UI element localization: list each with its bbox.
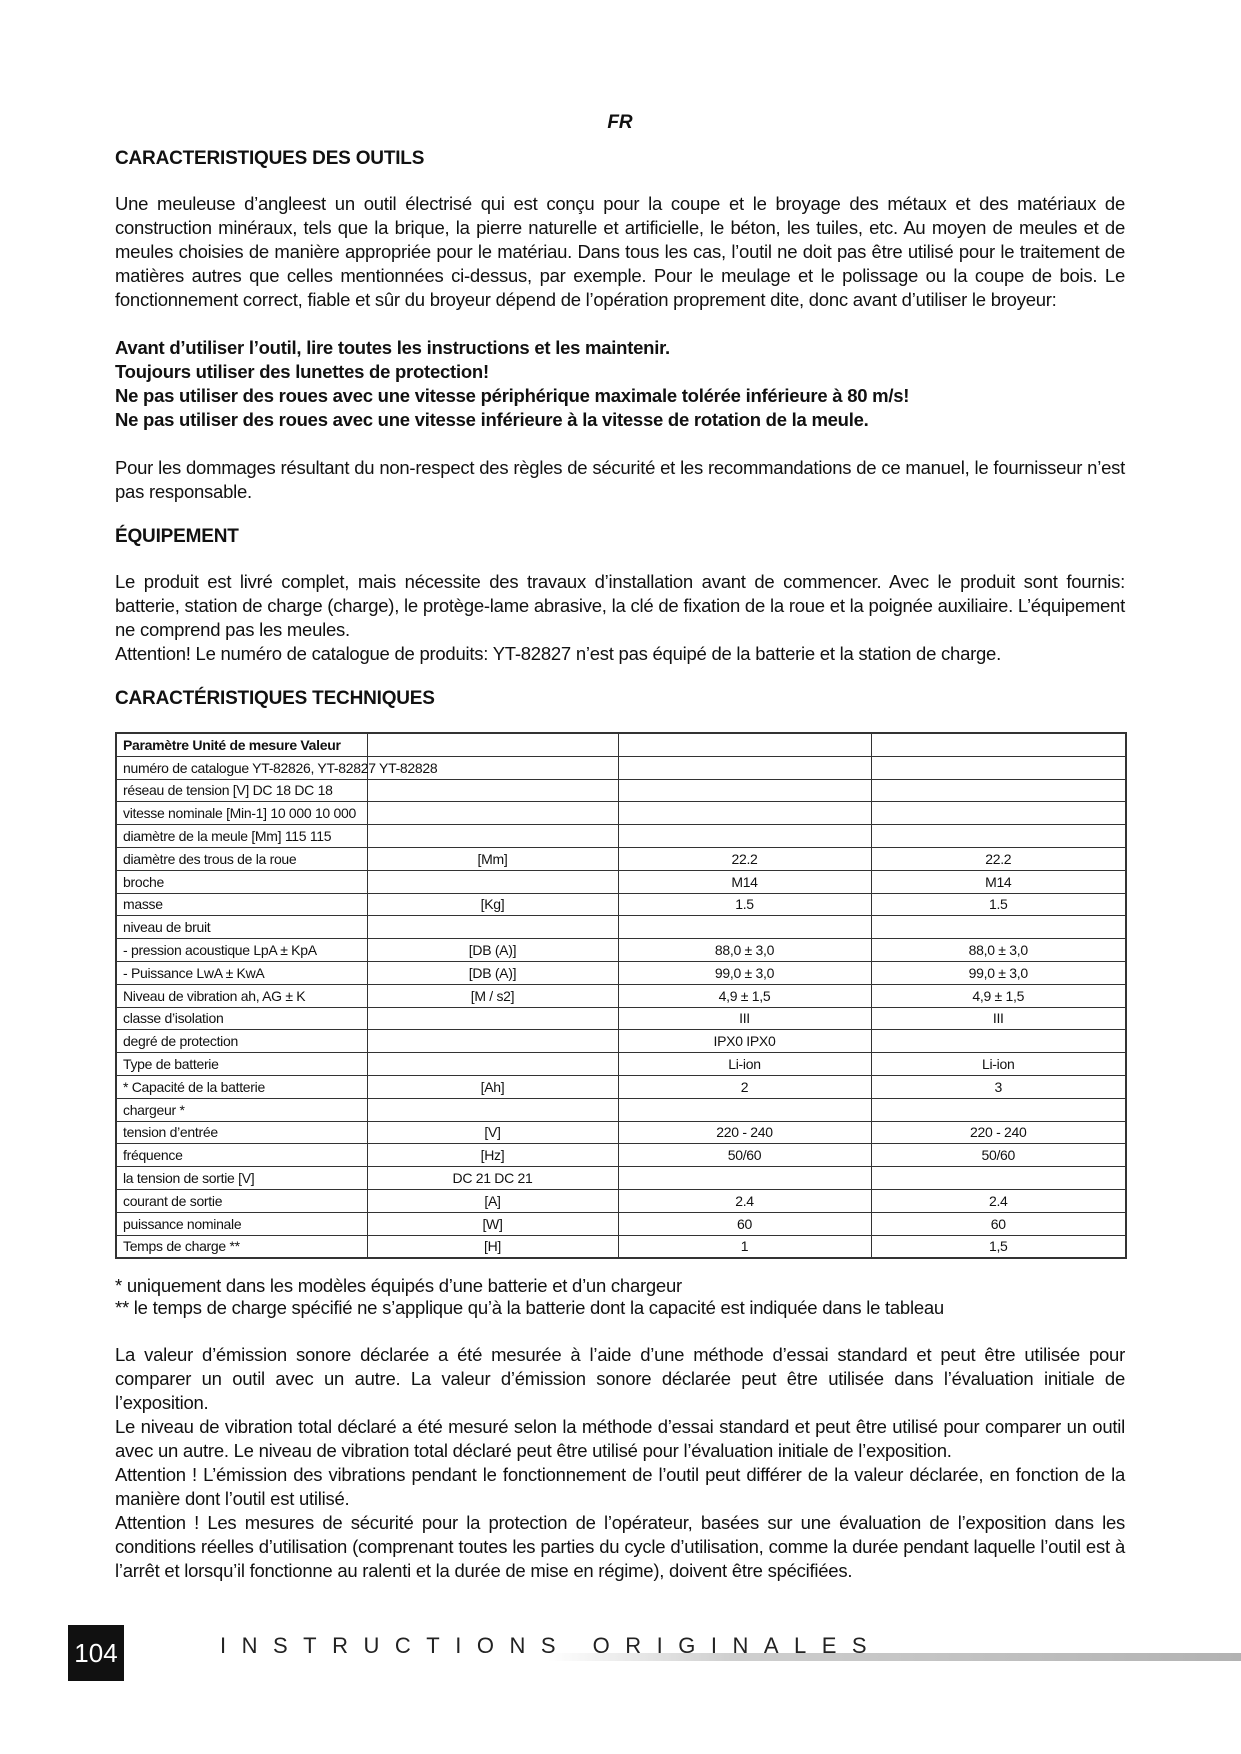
warning-line: Avant d’utiliser l’outil, lire toutes les instructions et les maintenir. <box>115 337 670 358</box>
table-row <box>116 893 1126 916</box>
table-cell: - pression acoustique LpA ± KpA <box>116 939 367 962</box>
table-cell <box>871 1098 1126 1121</box>
table-cell: [DB (A)] <box>367 939 618 962</box>
table-cell <box>618 916 871 939</box>
table-cell: 60 <box>871 1212 1126 1235</box>
table-cell: 22.2 <box>871 847 1126 870</box>
table-cell: 4,9 ± 1,5 <box>618 984 871 1007</box>
table-cell: 50/60 <box>618 1144 871 1167</box>
table-cell: 220 - 240 <box>618 1121 871 1144</box>
table-cell: [DB (A)] <box>367 961 618 984</box>
table-cell: la tension de sortie [V] <box>116 1167 367 1190</box>
table-cell: 99,0 ± 3,0 <box>871 961 1126 984</box>
table-cell: M14 <box>618 870 871 893</box>
table-cell: III <box>871 1007 1126 1030</box>
table-row <box>116 961 1126 984</box>
table-cell: 22.2 <box>618 847 871 870</box>
footnote: * uniquement dans les modèles équipés d’une batterie et d’un chargeur <box>115 1275 682 1297</box>
table-cell: diamètre des trous de la roue <box>116 847 367 870</box>
table-cell <box>871 779 1126 802</box>
table-cell <box>367 1098 618 1121</box>
table-row <box>116 779 1126 802</box>
table-row <box>116 825 1126 848</box>
table-cell: - Puissance LwA ± KwA <box>116 961 367 984</box>
table-cell: Temps de charge ** <box>116 1235 367 1258</box>
table-cell: IPX0 IPX0 <box>618 1030 871 1053</box>
table-cell: 2 <box>618 1075 871 1098</box>
table-row <box>116 1167 1126 1190</box>
table-cell: M14 <box>871 870 1126 893</box>
table-row <box>116 870 1126 893</box>
table-cell <box>871 1030 1126 1053</box>
table-row <box>116 1144 1126 1167</box>
table-cell <box>367 1053 618 1076</box>
table-row <box>116 847 1126 870</box>
table-cell <box>367 1007 618 1030</box>
table-cell: 220 - 240 <box>871 1121 1126 1144</box>
table-cell: niveau de bruit <box>116 916 367 939</box>
table-cell <box>871 802 1126 825</box>
page-footer <box>68 1625 1208 1681</box>
table-cell: 50/60 <box>871 1144 1126 1167</box>
table-cell: Paramètre Unité de mesure Valeur <box>116 733 367 756</box>
table-cell: 1.5 <box>871 893 1126 916</box>
table-cell <box>618 825 871 848</box>
table-cell: 2.4 <box>618 1189 871 1212</box>
table-cell: chargeur * <box>116 1098 367 1121</box>
table-row <box>116 1189 1126 1212</box>
table-cell <box>618 756 871 779</box>
table-cell: III <box>618 1007 871 1030</box>
table-cell: [M / s2] <box>367 984 618 1007</box>
table-cell: [Ah] <box>367 1075 618 1098</box>
table-row <box>116 916 1126 939</box>
table-cell: 4,9 ± 1,5 <box>871 984 1126 1007</box>
equipment-note: Attention! Le numéro de catalogue de produits: YT-82827 n’est pas équipé de la batterie et la station de charge. <box>115 643 1001 664</box>
table-cell: Niveau de vibration ah, AG ± K <box>116 984 367 1007</box>
table-cell: Li-ion <box>871 1053 1126 1076</box>
warnings-block <box>115 336 1125 432</box>
table-row <box>116 1075 1126 1098</box>
table-cell <box>367 779 618 802</box>
table-cell <box>871 733 1126 756</box>
table-cell <box>367 802 618 825</box>
table-cell: réseau de tension [V] DC 18 DC 18 <box>116 779 367 802</box>
table-cell: 3 <box>871 1075 1126 1098</box>
table-cell: [Kg] <box>367 893 618 916</box>
table-cell: degré de protection <box>116 1030 367 1053</box>
table-cell <box>618 1167 871 1190</box>
table-cell <box>871 825 1126 848</box>
emission-paragraph: La valeur d’émission sonore déclarée a été mesurée à l’aide d’une méthode d’essai standard et peut être utilisée pour comparer un outil avec un autre. La valeur d’émission sonore déclarée peut être utilisée dans l’évaluation initiale de l’exposition. <box>115 1344 1125 1414</box>
table-cell <box>367 1030 618 1053</box>
specifications-table <box>115 732 1127 1259</box>
page-number: 104 <box>68 1625 124 1681</box>
emission-block <box>115 1343 1125 1583</box>
footnotes <box>115 1275 1125 1319</box>
emission-paragraph: Le niveau de vibration total déclaré a été mesuré selon la méthode d’essai standard et peut être utilisé pour comparer un outil avec un autre. Le niveau de vibration total déclaré peut être utilisé pour l’évaluation initiale de l’exposition. <box>115 1416 1125 1462</box>
table-row <box>116 756 1126 779</box>
table-row <box>116 1212 1126 1235</box>
features-heading: CARACTERISTIQUES DES OUTILS <box>115 148 425 169</box>
table-cell: 2.4 <box>871 1189 1126 1212</box>
table-cell: 1.5 <box>618 893 871 916</box>
table-cell: tension d’entrée <box>116 1121 367 1144</box>
table-cell <box>618 733 871 756</box>
page-content <box>115 146 1125 1583</box>
table-cell: diamètre de la meule [Mm] 115 115 <box>116 825 367 848</box>
table-cell: Type de batterie <box>116 1053 367 1076</box>
table-cell: 1 <box>618 1235 871 1258</box>
table-cell: broche <box>116 870 367 893</box>
table-cell: classe d’isolation <box>116 1007 367 1030</box>
table-row <box>116 733 1126 756</box>
emission-paragraph: Attention ! L’émission des vibrations pendant le fonctionnement de l’outil peut différer de la valeur déclarée, en fonction de la manière dont l’outil est utilisé. <box>115 1464 1125 1510</box>
table-cell: DC 21 DC 21 <box>367 1167 618 1190</box>
table-cell: [A] <box>367 1189 618 1212</box>
table-row <box>116 984 1126 1007</box>
table-cell: 88,0 ± 3,0 <box>618 939 871 962</box>
table-cell: 1,5 <box>871 1235 1126 1258</box>
table-cell <box>367 733 618 756</box>
table-cell <box>367 825 618 848</box>
equipment-paragraph: Le produit est livré complet, mais nécessite des travaux d’installation avant de commencer. Avec le produit sont fournis: batterie, station de charge (charge), le protège-lame abrasive, la clé de fixation de la roue et la poignée auxiliaire. L’équipement ne comprend pas les meules. <box>115 571 1125 640</box>
warning-line: Toujours utiliser des lunettes de protection! <box>115 361 489 382</box>
technical-heading: CARACTÉRISTIQUES TECHNIQUES <box>115 688 435 709</box>
table-row <box>116 802 1126 825</box>
table-cell: [W] <box>367 1212 618 1235</box>
equipment-heading: ÉQUIPEMENT <box>115 526 239 547</box>
table-cell <box>871 916 1126 939</box>
table-cell: [H] <box>367 1235 618 1258</box>
warning-line: Ne pas utiliser des roues avec une vitesse inférieure à la vitesse de rotation de la meule. <box>115 409 869 430</box>
table-row <box>116 1007 1126 1030</box>
intro-paragraph: Une meuleuse d’angleest un outil électrisé qui est conçu pour la coupe et le broyage des métaux et des matériaux de construction minéraux, tels que la brique, la pierre naturelle et artificielle, le béton, les tuiles, etc. Au moyen de meules et de meules choisies de manière appropriée pour le matériau. Dans tous les cas, l’outil ne doit pas être utilisé pour le traitement de matières autres que celles mentionnées ci-dessus, par exemple. Pour le meulage et le polissage ou la coupe de bois. Le fonctionnement correct, fiable et sûr du broyeur dépend de l’opération proprement dite, donc avant d’utiliser le broyeur: <box>115 193 1125 310</box>
table-cell: 60 <box>618 1212 871 1235</box>
language-code: FR <box>607 112 633 133</box>
table-cell: [Mm] <box>367 847 618 870</box>
table-cell: 99,0 ± 3,0 <box>618 961 871 984</box>
footnote: ** le temps de charge spécifié ne s’applique qu’à la batterie dont la capacité est indiquée dans le tableau <box>115 1297 944 1319</box>
table-row <box>116 1030 1126 1053</box>
table-cell <box>618 779 871 802</box>
table-cell: * Capacité de la batterie <box>116 1075 367 1098</box>
table-cell <box>618 1098 871 1121</box>
table-row <box>116 1098 1126 1121</box>
table-cell <box>367 870 618 893</box>
table-row <box>116 1235 1126 1258</box>
table-cell: vitesse nominale [Min-1] 10 000 10 000 <box>116 802 367 825</box>
table-row <box>116 939 1126 962</box>
warning-line: Ne pas utiliser des roues avec une vitesse périphérique maximale tolérée inférieure à 80 m/s! <box>115 385 910 406</box>
table-cell <box>367 916 618 939</box>
table-row <box>116 1053 1126 1076</box>
table-cell <box>871 756 1126 779</box>
table-cell: masse <box>116 893 367 916</box>
emission-paragraph: Attention ! Les mesures de sécurité pour la protection de l’opérateur, basées sur une évaluation de l’exposition dans les conditions réelles d’utilisation (comprenant toutes les parties du cycle d’utilisation, comme la durée pendant laquelle l’outil est à l’arrêt et lorsqu’il fonctionne au ralenti et la durée de mise en régime), doivent être spécifiées. <box>115 1512 1125 1582</box>
table-cell: 88,0 ± 3,0 <box>871 939 1126 962</box>
table-cell: puissance nominale <box>116 1212 367 1235</box>
table-cell: [V] <box>367 1121 618 1144</box>
liability-paragraph: Pour les dommages résultant du non-respect des règles de sécurité et les recommandations de ce manuel, le fournisseur n’est pas responsable. <box>115 457 1125 502</box>
table-cell <box>871 1167 1126 1190</box>
table-cell: courant de sortie <box>116 1189 367 1212</box>
table-cell: Li-ion <box>618 1053 871 1076</box>
footer-title: INSTRUCTIONS ORIGINALES <box>220 1633 883 1658</box>
table-cell <box>618 802 871 825</box>
table-row <box>116 1121 1126 1144</box>
table-cell: fréquence <box>116 1144 367 1167</box>
table-cell: numéro de catalogue YT-82826, YT-82827 YT-82828 <box>116 756 367 779</box>
table-cell: [Hz] <box>367 1144 618 1167</box>
